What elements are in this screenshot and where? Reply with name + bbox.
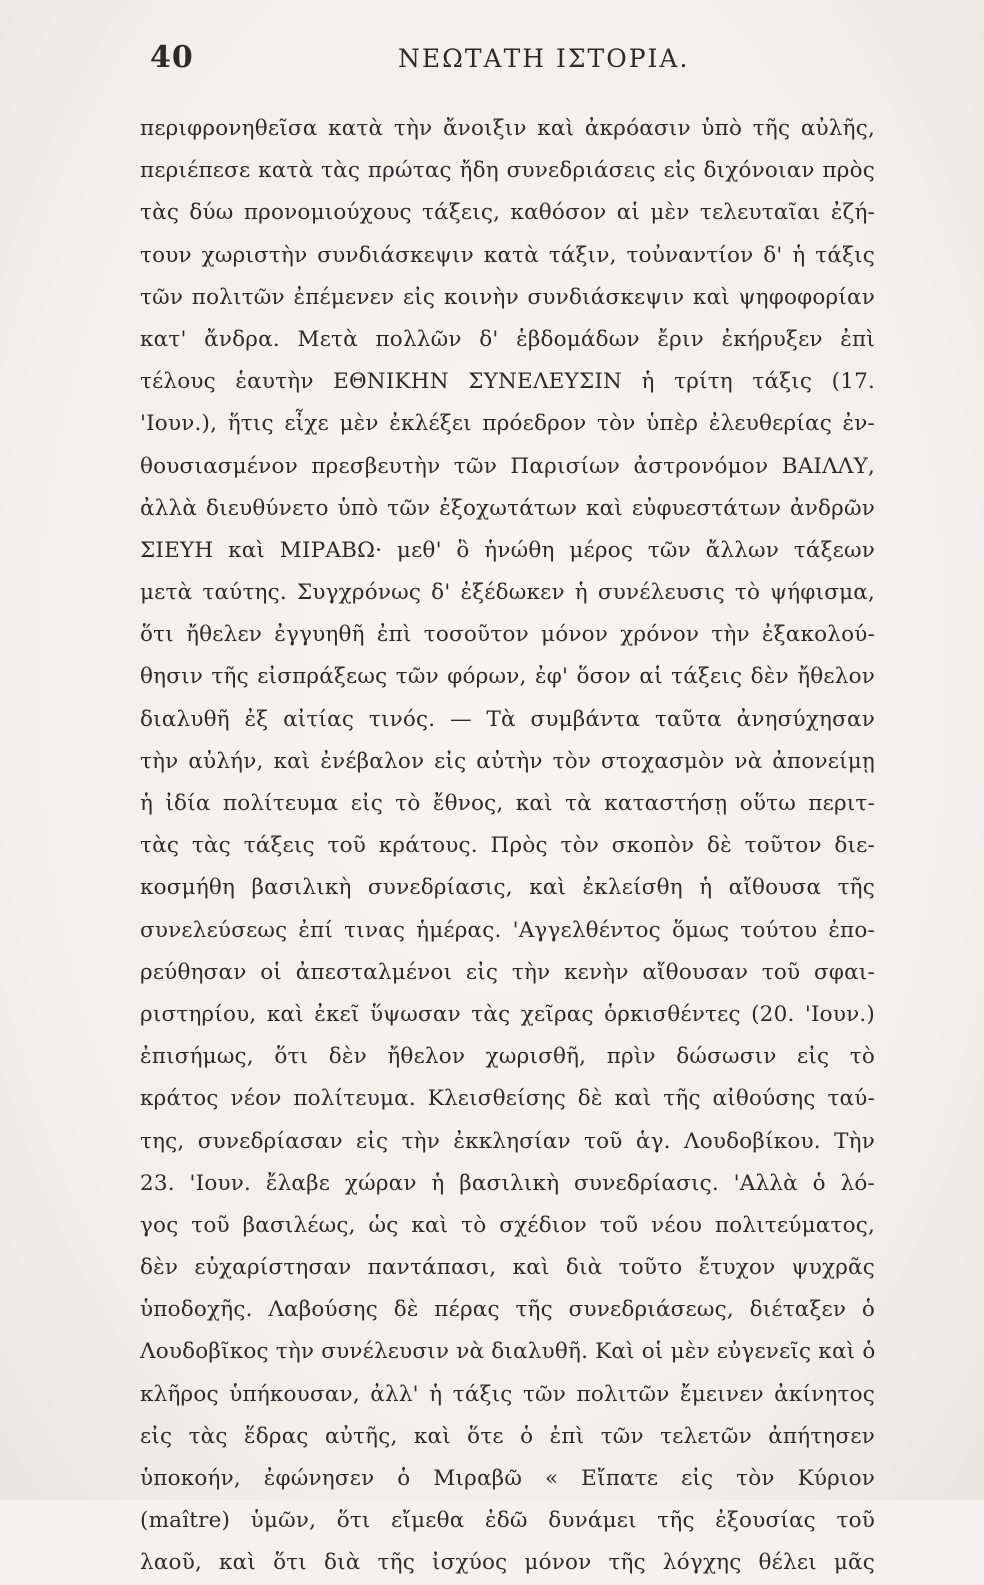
text-line: της, συνεδρίασαν εἰς τὴν ἐκκλησίαν τοῦ ἁγ. Λουδοβίκου. Τὴν [140, 1128, 875, 1154]
text-line: ριστηρίου, καὶ ἐκεῖ ὕψωσαν τὰς χεῖρας ὁρκισθέντες (20. 'Ιουν.) [140, 1001, 875, 1027]
text-line: συνελεύσεως ἐπί τινας ἡμέρας. 'Αγγελθέντος ὅμως τούτου ἐπο- [140, 917, 875, 943]
text-line: θουσιασμένον πρεσβευτὴν τῶν Παρισίων ἀστρονόμον ΒΑΙΛΛΥ, [140, 453, 875, 479]
text-line: ΣΙΕΥΗ καὶ ΜΙΡΑΒΩ· μεθ' ὃ ἡνώθη μέρος τῶν ἄλλων τάξεων [140, 537, 875, 563]
text-line: ἡ ἰδία πολίτευμα εἰς τὸ ἔθνος, καὶ τὰ καταστήσῃ οὕτω περιτ- [140, 791, 875, 816]
text-line: τὰς δύω προνομιούχους τάξεις, καθόσον αἱ μὲν τελευταῖαι ἐζή- [140, 200, 875, 226]
page-header [150, 40, 870, 80]
running-head: ΝΕΩΤΑΤΗ ΙΣΤΟΡΙΑ. [398, 44, 690, 73]
text-line: κλῆρος ὑπήκουσαν, ἀλλ' ἡ τάξις τῶν πολιτῶν ἔμεινεν ἀκίνητος [140, 1381, 875, 1407]
text-line: ὅτι ἤθελεν ἐγγυηθῆ ἐπὶ τοσοῦτον μόνον χρόνον τὴν ἐξακολού- [140, 622, 875, 648]
text-line: κράτος νέον πολίτευμα. Κλεισθείσης δὲ καὶ τῆς αἰθούσης ταύ- [140, 1086, 875, 1112]
text-line: θησιν τῆς εἰσπράξεως τῶν φόρων, ἐφ' ὅσον αἱ τάξεις δὲν ἤθελον [140, 664, 875, 690]
text-line: 23. 'Ιουν. ἔλαβε χώραν ἡ βασιλικὴ συνεδρίασις. 'Αλλὰ ὁ λό- [140, 1170, 875, 1196]
text-line: εἰς τὰς ἕδρας αὐτῆς, καὶ ὅτε ὁ ἐπὶ τῶν τελετῶν ἀπήτησεν [140, 1423, 875, 1449]
text-line: δὲν εὐχαρίστησαν παντάπασι, καὶ διὰ τοῦτο ἔτυχον ψυχρᾶς [140, 1255, 875, 1281]
text-line: ρεύθησαν οἱ ἀπεσταλμένοι εἰς τὴν κενὴν αἴθουσαν τοῦ σφαι- [140, 959, 875, 985]
text-line: κατ' ἄνδρα. Μετὰ πολλῶν δ' ἑβδομάδων ἔριν ἐκήρυξεν ἐπὶ [140, 326, 875, 352]
text-line: ἐπισήμως, ὅτι δὲν ἤθελον χωρισθῆ, πρὶν δώσωσιν εἰς τὸ [140, 1044, 875, 1070]
text-line: διαλυθῆ ἐξ αἰτίας τινός. — Τὰ συμβάντα ταῦτα ἀνησύχησαν [140, 706, 875, 732]
text-line: τῶν πολιτῶν ἐπέμενεν εἰς κοινὴν συνδιάσκεψιν καὶ ψηφοφορίαν [140, 284, 875, 310]
text-line: τέλους ἑαυτὴν ΕΘΝΙΚΗΝ ΣΥΝΕΛΕΥΣΙΝ ἡ τρίτη τάξις (17. [140, 369, 875, 395]
page-number: 40 [150, 40, 194, 75]
text-line: 'Ιουν.), ἥτις εἶχε μὲν ἐκλέξει πρόεδρον τὸν ὑπὲρ ἐλευθερίας ἐν- [140, 411, 875, 437]
text-line: ἀλλὰ διευθύνετο ὑπὸ τῶν ἐξοχωτάτων καὶ εὐφυεστάτων ἀνδρῶν [140, 495, 875, 521]
text-line: ὑποδοχῆς. Λαβούσης δὲ πέρας τῆς συνεδριάσεως, διέταξεν ὁ [140, 1297, 875, 1323]
text-line: μετὰ ταύτης. Συγχρόνως δ' ἐξέδωκεν ἡ συνέλευσις τὸ ψήφισμα, [140, 580, 875, 606]
text-line: τὴν αὐλήν, καὶ ἐνέβαλον εἰς αὐτὴν τὸν στοχασμὸν νὰ ἀπονείμῃ [140, 748, 875, 774]
text-line: περιφρονηθεῖσα κατὰ τὴν ἄνοιξιν καὶ ἀκρόασιν ὑπὸ τῆς αὐλῆς, [140, 116, 875, 141]
text-line: λαοῦ, καὶ ὅτι διὰ τῆς ἰσχύος μόνον τῆς λόγχης θέλει μᾶς [140, 1550, 875, 1576]
text-line: Λουδοβῖκος τὴν συνέλευσιν νὰ διαλυθῆ. Καὶ οἱ μὲν εὐγενεῖς καὶ ὁ [140, 1339, 876, 1365]
text-line: τουν χωριστὴν συνδιάσκεψιν κατὰ τάξιν, τοὐναντίον δ' ἡ τάξις [140, 242, 875, 268]
text-line: τὰς τὰς τάξεις τοῦ κράτους. Πρὸς τὸν σκοπὸν δὲ τοῦτον διε- [140, 833, 875, 859]
text-line: κοσμήθη βασιλικὴ συνεδρίασις, καὶ ἐκλείσθη ἡ αἴθουσα τῆς [140, 875, 875, 901]
text-line: γος τοῦ βασιλέως, ὡς καὶ τὸ σχέδιον τοῦ νέου πολιτεύματος, [140, 1212, 875, 1238]
body-text [140, 108, 875, 1585]
text-line: ὑποκοήν, ἐφώνησεν ὁ Μιραβῶ « Εἴπατε εἰς τὸν Κύριον [140, 1466, 875, 1491]
text-line: περιέπεσε κατὰ τὰς πρώτας ἤδη συνεδριάσεις εἰς διχόνοιαν πρὸς [140, 158, 875, 184]
text-line: (maître) ὑμῶν, ὅτι εἴμεθα ἐδῶ δυνάμει τῆς ἐξουσίας τοῦ [140, 1508, 875, 1534]
